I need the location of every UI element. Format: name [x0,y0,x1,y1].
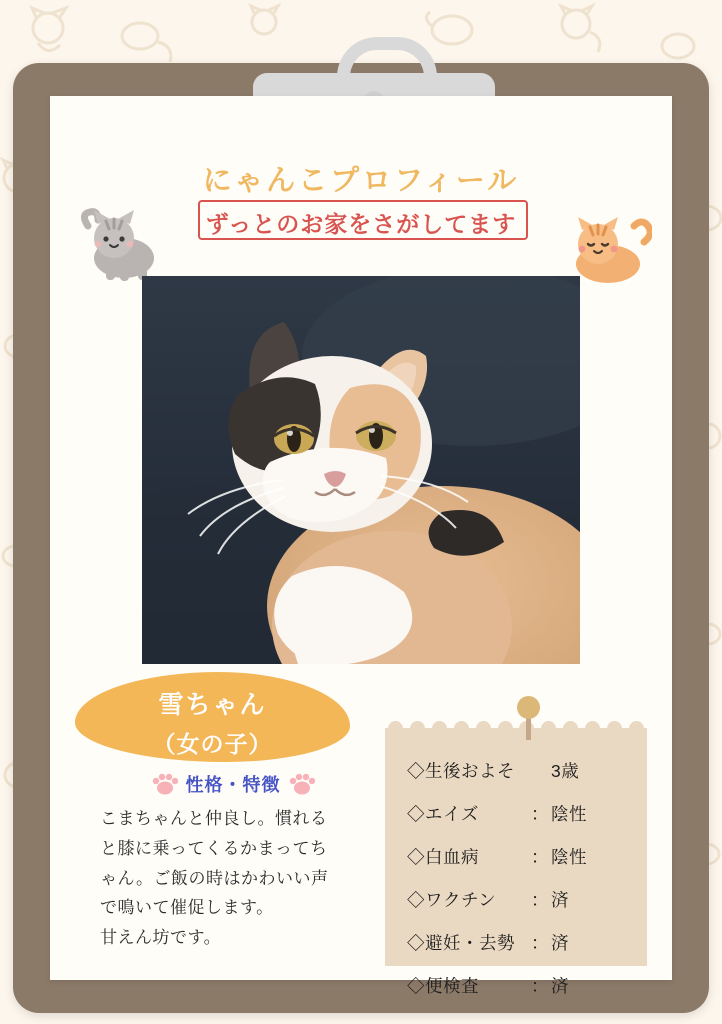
page-title: にゃんこプロフィール [202,165,520,197]
personality-heading-row [88,771,378,797]
profile-sheet [50,96,672,996]
personality-heading: 性格・特徴 [185,775,281,795]
cat-name-badge [75,672,350,762]
cat-sex: （女の子） [152,731,273,757]
personality-line: 甘えん坊です。 [100,928,222,947]
row-value: 陰性 [551,804,587,824]
personality-text-block [88,804,378,953]
row-separator: ： [531,804,549,824]
row-label: ◇避妊・去勢 [407,933,515,953]
push-pin-icon [517,696,540,719]
row-label: ◇白血病 [407,847,479,867]
paw-print-icon [152,772,178,796]
personality-line: ゃん。ご飯の時はかわいい声 [100,868,329,888]
row-value: 済 [551,976,569,996]
calico-cat-photo [142,276,580,664]
row-label: ◇ワクチン [407,890,497,910]
row-separator: ： [531,847,549,867]
row-separator: ： [531,976,549,996]
cat-photo [142,276,580,664]
paw-print-icon [289,772,315,796]
row-label: ◇生後およそ [407,761,515,781]
row-label: ◇エイズ [407,804,479,824]
row-value: 3歳 [551,761,580,781]
memo-scallop-edge [385,721,647,737]
cat-name: 雪ちゃん [158,691,267,719]
table-row [407,758,635,783]
table-row [407,887,635,912]
row-label: ◇便検査 [407,976,479,996]
row-value: 済 [551,933,569,953]
personality-line: と膝に乗ってくるかまってち [100,838,328,858]
medical-info-list [407,758,635,1016]
row-value: 済 [551,890,569,910]
personality-section [88,771,378,953]
row-separator: ： [531,933,549,953]
row-separator: ： [531,890,549,910]
page-subtitle: ずっとのお家をさがしてます [205,211,517,237]
table-row [407,844,635,869]
personality-line: こまちゃんと仲良し。慣れる [100,809,328,828]
clipboard [13,63,709,1013]
table-row [407,930,635,955]
medical-info-card [385,728,647,996]
table-row [407,973,635,998]
row-value: 陰性 [551,847,587,867]
table-row [407,801,635,826]
personality-line: で鳴いて催促します。 [100,898,274,918]
